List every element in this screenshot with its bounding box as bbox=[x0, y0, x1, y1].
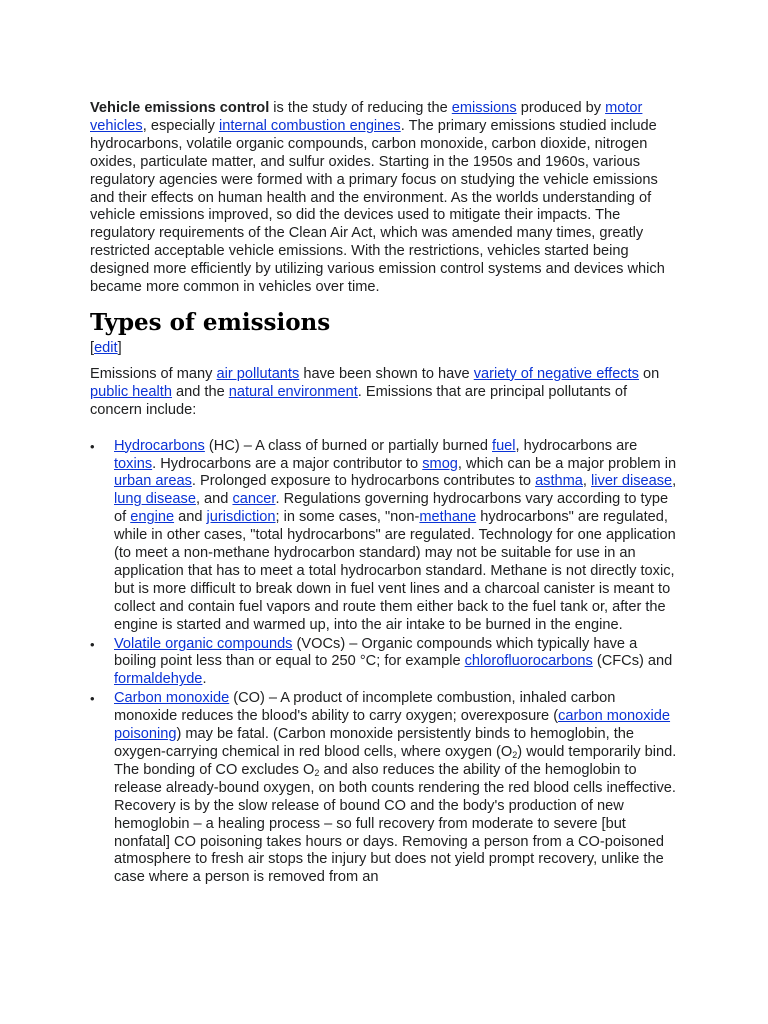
list-item-hydrocarbons bbox=[114, 438, 680, 635]
text: ; in some cases, "non- bbox=[275, 509, 420, 526]
bracket: [ bbox=[90, 339, 95, 356]
link-air-pollutants[interactable]: air pollutants bbox=[216, 365, 300, 382]
text: (CO) – A product of incomplete combustion, inhaled carbon monoxide reduces the blood's ability to carry oxygen; overexposure ( bbox=[114, 690, 616, 725]
edit-link[interactable]: edit bbox=[94, 339, 118, 356]
text: ) may be fatal. (Carbon monoxide persistently binds to hemoglobin, the oxygen-carrying chemical in red blood cells, where oxygen (O bbox=[114, 726, 634, 760]
subscript: 2 bbox=[512, 750, 518, 760]
text: hydrocarbons" are regulated, while in other cases, "total hydrocarbons" are regulated. Technology for one application (to meet a non-methane hydrocarbon standard) may not be suitable for use in an application that has to meet a total hydrocarbon standard. Methane is not directly toxic, but is more difficult to break down in fuel vent lines and a charcoal canister is meant to collect and contain fuel vapors and route them either back to the fuel tank or, after the engine is started and warmed up, into the air intake to be burned in the engine. bbox=[114, 509, 676, 633]
link-methane[interactable]: methane bbox=[419, 509, 477, 526]
link-emissions[interactable]: emissions bbox=[451, 100, 517, 116]
link-internal-combustion-engines[interactable]: internal combustion engines bbox=[218, 117, 401, 134]
text: . The primary emissions studied include hydrocarbons, volatile organic compounds, carbon monoxide, carbon dioxide, nitrogen oxides, particulate matter, and sulfur oxides. Starting in the 1950s and 1960s, various regulatory agencies were formed with a primary focus on studying the vehicle emissions and their effects on human health and the environment. As the worlds understanding of vehicle emissions improved, so did the devices used to mitigate their impacts. The regulatory requirements of the Clean Air Act, which was amended many times, greatly restricted acceptable vehicle emissions. With the restrictions, vehicles started being designed more efficiently by utilizing various emission control systems and devices which became more common in vehicles over time. bbox=[90, 117, 665, 296]
link-smog[interactable]: smog bbox=[422, 455, 458, 472]
text: and the bbox=[171, 383, 229, 400]
edit-section-link bbox=[90, 340, 680, 358]
bracket: ] bbox=[117, 339, 122, 356]
text: (HC) – A class of burned or partially burned bbox=[204, 437, 493, 454]
text: Emissions of many bbox=[90, 365, 217, 382]
link-carbon-monoxide[interactable]: Carbon monoxide bbox=[114, 690, 230, 707]
subscript: 2 bbox=[314, 767, 320, 778]
text: , and bbox=[195, 491, 233, 508]
link-urban-areas[interactable]: urban areas bbox=[114, 473, 192, 490]
link-toxins[interactable]: toxins bbox=[114, 455, 153, 472]
text: have been shown to have bbox=[299, 365, 474, 382]
text: , bbox=[672, 473, 677, 490]
text: , bbox=[582, 473, 592, 490]
link-carbon-monoxide-poisoning[interactable]: carbon monoxide poisoning bbox=[114, 708, 671, 743]
text: . bbox=[202, 671, 207, 688]
link-fuel[interactable]: fuel bbox=[492, 437, 516, 454]
text: , especially bbox=[142, 117, 219, 134]
link-engine[interactable]: engine bbox=[130, 509, 175, 526]
text: . Hydrocarbons are a major contributor to bbox=[152, 455, 423, 472]
link-volatile-organic-compounds[interactable]: Volatile organic compounds bbox=[114, 635, 293, 652]
link-lung-disease[interactable]: lung disease bbox=[114, 491, 196, 508]
lead-term: Vehicle emissions control bbox=[90, 100, 270, 116]
text: ) would temporarily bind. The bonding of CO excludes O bbox=[114, 744, 677, 778]
text: (VOCs) – Organic compounds which typically have a boiling point less than or equal to 250 °C; for example bbox=[114, 635, 638, 670]
text: . Regulations governing hydrocarbons vary according to type of bbox=[114, 491, 669, 526]
text: , hydrocarbons are bbox=[515, 437, 638, 454]
list-item-carbon-monoxide bbox=[114, 690, 680, 887]
text: on bbox=[638, 365, 660, 382]
link-motor-vehicles[interactable]: motor vehicles bbox=[90, 100, 643, 134]
link-jurisdiction[interactable]: jurisdiction bbox=[206, 509, 276, 526]
text: is the study of reducing the bbox=[269, 100, 452, 116]
link-formaldehyde[interactable]: formaldehyde bbox=[114, 671, 203, 688]
link-hydrocarbons[interactable]: Hydrocarbons bbox=[114, 437, 205, 454]
link-asthma[interactable]: asthma bbox=[535, 473, 583, 490]
article-body bbox=[90, 100, 680, 888]
list-item-volatile-organic-compounds bbox=[114, 636, 680, 690]
intro-paragraph bbox=[90, 100, 680, 297]
text: produced by bbox=[516, 100, 606, 116]
text: . Prolonged exposure to hydrocarbons contributes to bbox=[191, 473, 536, 490]
text: (CFCs) and bbox=[592, 653, 673, 670]
text: and also reduces the ability of the hemoglobin to release already-bound oxygen, on both counts rendering the red blood cells ineffective. Recovery is by the slow release of bound CO and the body's production of new hemoglobin – a healing process – so full recovery from moderate to severe [but nonfatal] CO poisoning takes hours or days. Removing a person from a CO-poisoned atmosphere to fresh air stops the injury but does not yield prompt recovery, unlike the case where a person is removed from an bbox=[114, 761, 676, 886]
link-natural-environment[interactable]: natural environment bbox=[228, 383, 358, 400]
link-variety-of-negative-effects[interactable]: variety of negative effects bbox=[473, 365, 639, 382]
text: and bbox=[174, 509, 207, 526]
section-lede-paragraph bbox=[90, 366, 680, 420]
section-heading: Types of emissions bbox=[90, 308, 331, 336]
link-public-health[interactable]: public health bbox=[90, 383, 172, 400]
link-cancer[interactable]: cancer bbox=[232, 491, 276, 508]
pollutant-list bbox=[90, 438, 680, 888]
text: , which can be a major problem in bbox=[457, 455, 677, 472]
link-chlorofluorocarbons[interactable]: chlorofluorocarbons bbox=[464, 653, 593, 670]
link-liver-disease[interactable]: liver disease bbox=[591, 473, 673, 490]
text: . Emissions that are principal pollutants of concern include: bbox=[90, 383, 628, 418]
